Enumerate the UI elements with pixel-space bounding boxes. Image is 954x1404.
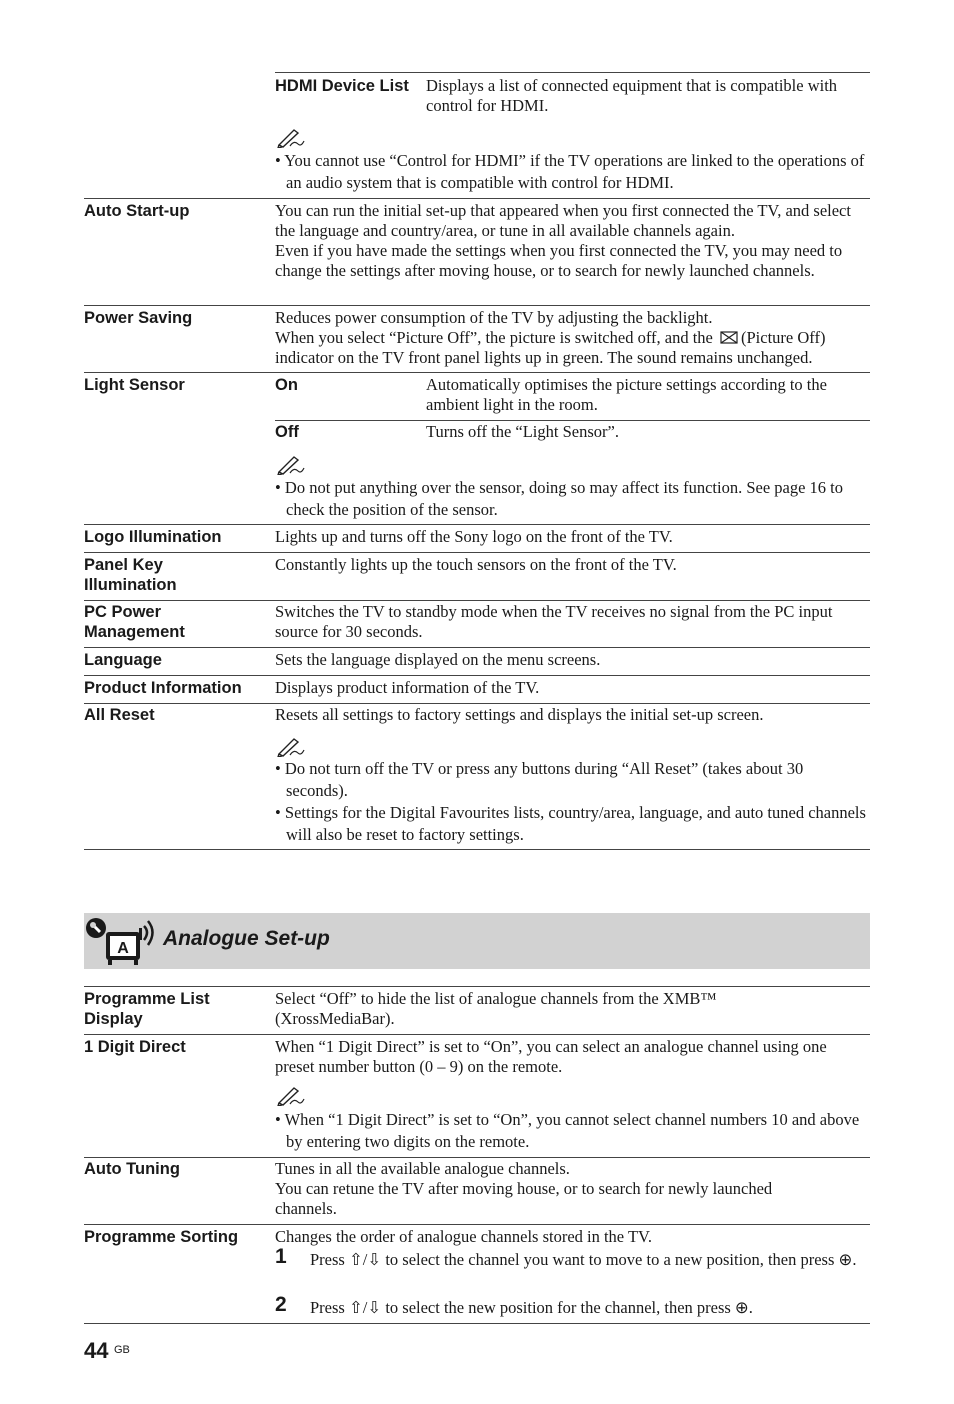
power-saving-label: Power Saving bbox=[84, 309, 193, 327]
programme-list-label: Programme List Display bbox=[84, 990, 210, 1028]
programme-sorting-label: Programme Sorting bbox=[84, 1228, 239, 1246]
rule bbox=[84, 1157, 870, 1158]
page-number: 44 bbox=[84, 1338, 109, 1363]
digit-direct-note: • When “1 Digit Direct” is set to “On”, you cannot select channel numbers 10 and above by entering two digits on the remote. bbox=[275, 1110, 860, 1151]
rule bbox=[84, 1034, 870, 1035]
picture-off-icon bbox=[720, 331, 738, 344]
rule-bottom bbox=[84, 1323, 870, 1324]
language-label: Language bbox=[84, 651, 162, 669]
auto-tuning-label: Auto Tuning bbox=[84, 1160, 180, 1178]
rule bbox=[84, 198, 870, 199]
light-sensor-on-text: Automatically optimises the picture settings according to the ambient light in the room. bbox=[426, 375, 827, 414]
rule bbox=[84, 305, 870, 306]
auto-tuning-text: Tunes in all the available analogue channels. You can retune the TV after moving house, or to search for newly launched channels. bbox=[275, 1159, 773, 1218]
note-pencil-icon bbox=[276, 1084, 306, 1106]
rule bbox=[84, 703, 870, 704]
digit-direct-text: When “1 Digit Direct” is set to “On”, you can select an analogue channel using one preset number button (0 – 9) on the remote. bbox=[275, 1037, 827, 1076]
all-reset-text: Resets all settings to factory settings and displays the initial set-up screen. bbox=[275, 705, 764, 724]
step-2-number: 2 bbox=[275, 1293, 287, 1316]
logo-illumination-text: Lights up and turns off the Sony logo on the front of the TV. bbox=[275, 527, 673, 546]
logo-illumination-label: Logo Illumination bbox=[84, 528, 222, 546]
auto-startup-label: Auto Start-up bbox=[84, 202, 190, 220]
light-sensor-on-label: On bbox=[275, 376, 298, 394]
rule-bottom bbox=[84, 849, 870, 850]
pc-power-text: Switches the TV to standby mode when the TV receives no signal from the PC input source for 30 seconds. bbox=[275, 602, 833, 641]
rule bbox=[84, 600, 870, 601]
product-info-label: Product Information bbox=[84, 679, 242, 697]
step-1-text: Press ⇧/⇩ to select the channel you want to move to a new position, then press ⊕. bbox=[310, 1250, 857, 1269]
page-suffix: GB bbox=[114, 1344, 130, 1356]
rule bbox=[275, 420, 870, 421]
tv-letter: A bbox=[117, 940, 129, 957]
light-sensor-off-label: Off bbox=[275, 423, 299, 441]
light-sensor-off-text: Turns off the “Light Sensor”. bbox=[426, 422, 619, 441]
note-pencil-icon bbox=[276, 126, 306, 148]
hdmi-note: • You cannot use “Control for HDMI” if the TV operations are linked to the operations of an audio system that is compatible with control for HDMI. bbox=[275, 151, 865, 192]
all-reset-label: All Reset bbox=[84, 706, 155, 724]
auto-startup-text: You can run the initial set-up that appeared when you first connected the TV, and select the language and country/area, or tune in all available channels again. Even if you have made the settings when you first connected the TV, you may need to change the settings after moving house, or to search for newly launched channels. bbox=[275, 201, 851, 280]
rule bbox=[84, 647, 870, 648]
hdmi-device-list-label: HDMI Device List bbox=[275, 77, 409, 95]
note-pencil-icon bbox=[276, 453, 306, 475]
panel-key-label: Panel Key Illumination bbox=[84, 556, 177, 594]
rule bbox=[84, 986, 870, 987]
hdmi-device-list-text: Displays a list of connected equipment that is compatible with control for HDMI. bbox=[426, 76, 838, 115]
rule bbox=[84, 552, 870, 553]
programme-sorting-text: Changes the order of analogue channels stored in the TV. bbox=[275, 1227, 652, 1246]
product-info-text: Displays product information of the TV. bbox=[275, 678, 540, 697]
digit-direct-label: 1 Digit Direct bbox=[84, 1038, 186, 1056]
rule-top bbox=[275, 72, 870, 73]
analogue-setup-icon bbox=[84, 916, 158, 968]
language-text: Sets the language displayed on the menu screens. bbox=[275, 650, 601, 669]
rule bbox=[84, 372, 870, 373]
step-1-number: 1 bbox=[275, 1245, 287, 1268]
panel-key-text: Constantly lights up the touch sensors on the front of the TV. bbox=[275, 555, 677, 574]
power-saving-text: Reduces power consumption of the TV by adjusting the backlight. When you select “Picture Off”, the picture is switched off, and the (Picture Off) indicator on the TV front panel lights up in green. The sound remains unchanged. bbox=[275, 308, 826, 367]
note-pencil-icon bbox=[276, 735, 306, 757]
section-title: Analogue Set-up bbox=[163, 927, 330, 950]
rule bbox=[84, 1224, 870, 1225]
rule bbox=[84, 675, 870, 676]
all-reset-notes: • Do not turn off the TV or press any buttons during “All Reset” (takes about 30 seconds). • Settings for the Digital Favourites lists, country/area, language, and auto tuned channels will also be reset to factory settings. bbox=[275, 759, 866, 844]
step-2-text: Press ⇧/⇩ to select the new position for the channel, then press ⊕. bbox=[310, 1298, 753, 1317]
light-sensor-label: Light Sensor bbox=[84, 376, 185, 394]
programme-list-text: Select “Off” to hide the list of analogue channels from the XMB™ (XrossMediaBar). bbox=[275, 989, 717, 1028]
light-sensor-note: • Do not put anything over the sensor, doing so may affect its function. See page 16 to check the position of the sensor. bbox=[275, 478, 843, 519]
rule bbox=[84, 524, 870, 525]
pc-power-label: PC Power Management bbox=[84, 603, 185, 641]
